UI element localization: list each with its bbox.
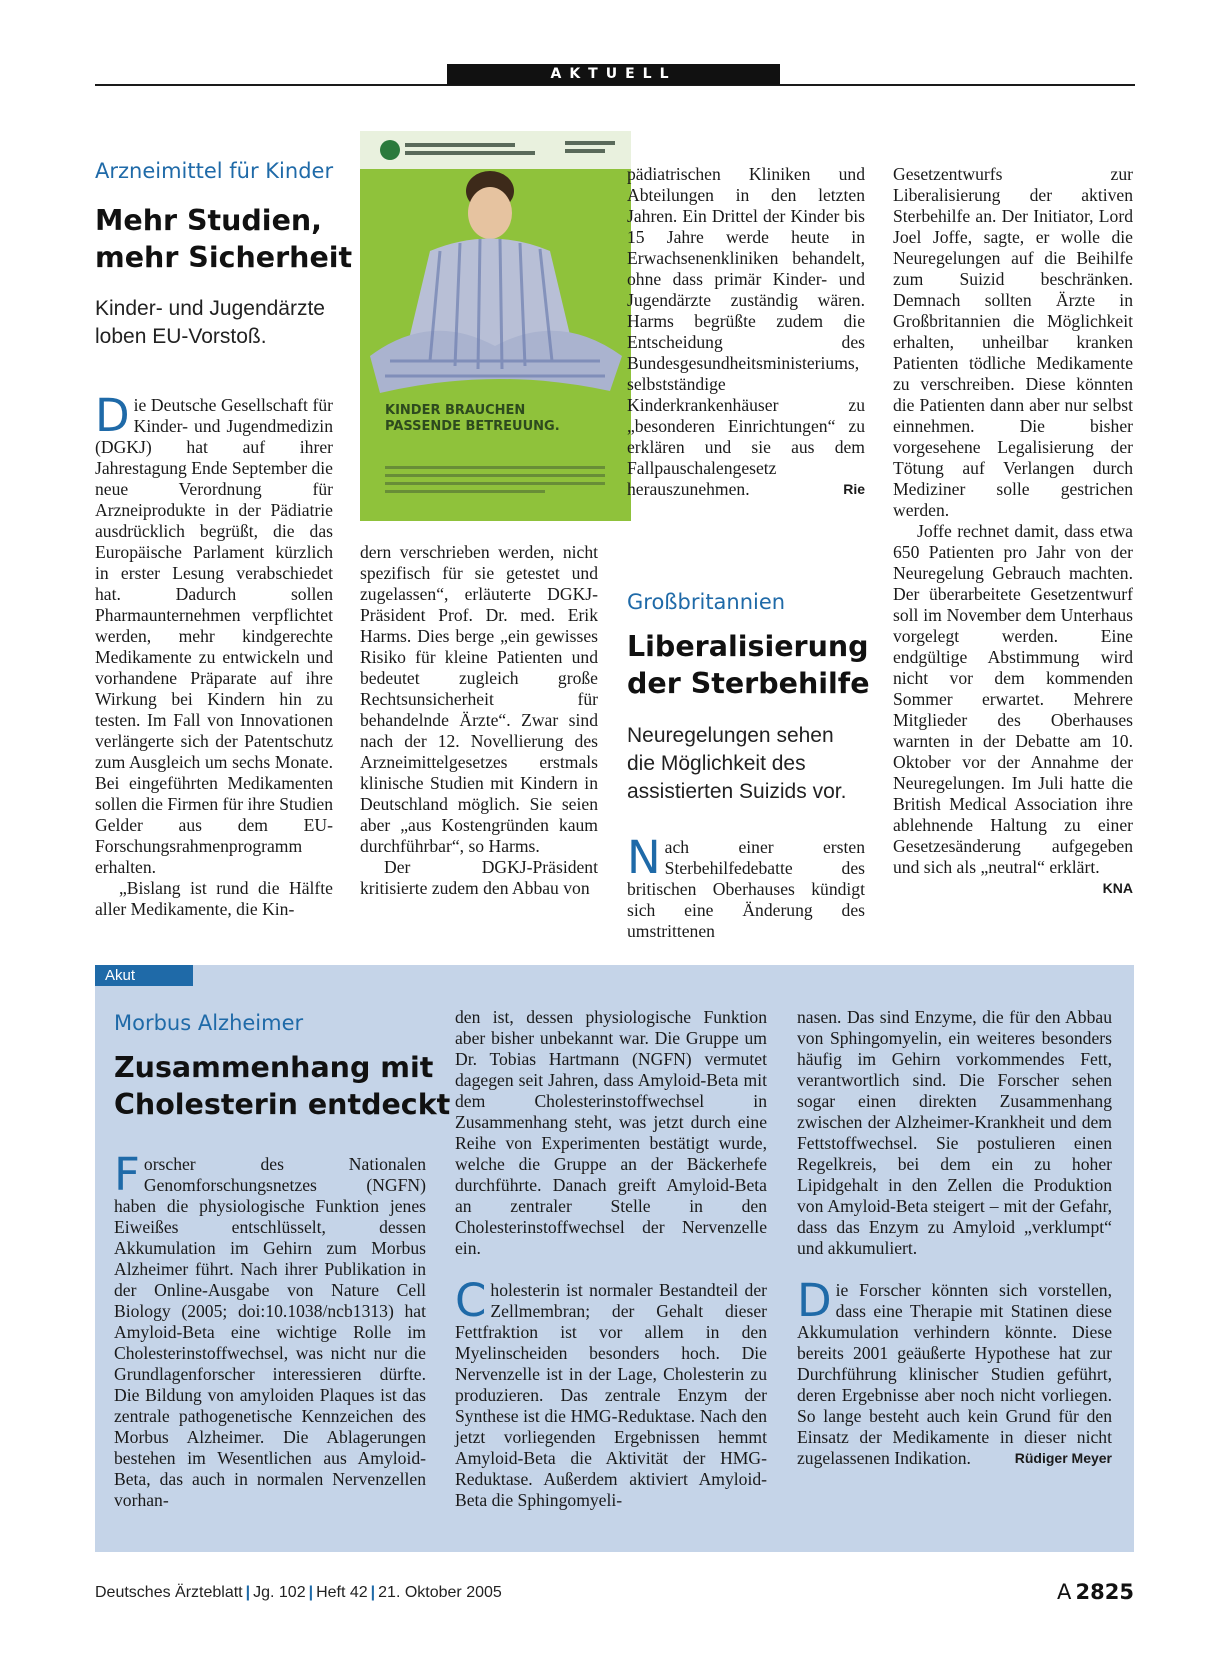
article1-headline — [95, 202, 352, 276]
akut-tag: Akut — [95, 965, 193, 986]
logo-icon — [380, 140, 400, 160]
paragraph-text: ie Forscher könnten sich vorstellen, dass eine Therapie mit Statinen diese Akkumulation verhindern könnte. Diese bereits 2001 geäußerte Hypothese hat zur Durchführung klinischer Studien geführt, deren Ergebnisse aber noch nicht vorliegen. So lange besteht auch kein Grund für den Einsatz der Medikamente in dieser nicht zugelassenen Indikation. — [797, 1280, 1112, 1468]
poster-text-line2: PASSENDE BETREUUNG. — [385, 419, 560, 434]
dropcap: C — [455, 1274, 487, 1327]
paragraph — [455, 1274, 767, 1511]
article3-signature: Rüdiger Meyer — [1014, 1450, 1112, 1466]
article3-headline-line1: Zusammenhang mit — [114, 1051, 434, 1084]
separator: | — [308, 1584, 314, 1601]
paragraph — [893, 521, 1133, 896]
paragraph-text: Joffe rechnet damit, dass etwa 650 Patienten pro Jahr von der Neuregelung Gebrauch machten. Der überarbeitete Gesetzentwurf soll im November dem Unterhaus vorgelegt werden. Eine endgültige Abstimmung wird nicht vor dem kommenden Sommer erwartet. Mehrere Mitglieder des Oberhauses warnten in der Debatte am 10. Oktober vor der Annahme der Neuregelungen. Im Juli hatte die British Medical Association ihre ablehnende Haltung zu einer Gesetzesänderung aufgegeben und sich als „neutral“ erklärt. — [893, 521, 1133, 877]
poster-image — [360, 131, 631, 521]
article3-headline-line2: Cholesterin entdeckt — [114, 1088, 451, 1121]
paragraph: dern verschrieben werden, nicht spezifisch für sie getestet und zugelassen“, erläuterte DGKJ-Präsident Prof. Dr. med. Erik Harms. Dies berge „ein gewisses Risiko für kleine Patienten und bedeutet zugleich große Rechtsunsicherheit für behandelnde Ärzte“. Zwar sind nach der 12. Novellierung des Arzneimittelgesetzes erstmals klinische Studien mit Kindern in Deutschland möglich. Sie seien aber „aus Kostengründen kaum durchführbar“, so Harms. — [360, 542, 598, 856]
article2-deck: Neuregelungen sehen die Möglichkeit des assistierten Suizids vor. — [627, 724, 847, 803]
paragraph: den ist, dessen physiologische Funktion aber bisher unbekannt war. Die Gruppe um Dr. Tobias Hartmann (NGFN) vermutet dagegen seit Jahren, dass Amyloid-Beta mit dem Cholesterinstoffwechsel in Zusammenhang steht, was jetzt durch eine Reihe von Experimenten bestätigt wurde, welche die Gruppe an der Bäckerhefe durchführte. Danach greift Amyloid-Beta an zentraler Stelle in den Cholesterinstoffwechsel der Nervenzelle ein. — [455, 1007, 767, 1258]
article1-kicker: Arzneimittel für Kinder — [95, 159, 334, 183]
article3-column-1 — [114, 1148, 426, 1511]
paragraph — [627, 164, 865, 500]
article2-headline-line2: der Sterbehilfe — [627, 667, 870, 700]
article1-headline-line1: Mehr Studien, — [95, 204, 323, 237]
article2-kicker: Großbritannien — [627, 590, 786, 614]
page-number-value: 2825 — [1075, 1580, 1134, 1604]
article3-headline — [114, 1049, 450, 1123]
article3-lead-paragraph — [114, 1148, 426, 1511]
paragraph: nasen. Das sind Enzyme, die für den Abbau von Sphingomyelin, ein weiteres besonders häufig im Gehirn vorkommendes Fett, verantwortlich sind. Die Forscher sehen sogar einen direkten Zusammenhang zwischen der Alzheimer-Krankheit und dem Fettstoffwechsel. Sie postulieren einen Regelkreis, bei dem ein zu hoher Lipidgehalt in den Zellen die Produktion von Amyloid-Beta steigert – mit der Gefahr, dass das Enzym zu Amyloid „verklumpt“ und akkumuliert. — [797, 1007, 1112, 1258]
paragraph: Gesetzentwurfs zur Liberalisierung der aktiven Sterbehilfe an. Der Initiator, Lord Joel Joffe, sagte, er wolle die Neuregelungen auf die Beihilfe zum Suizid beschränken. Demnach sollten Ärzte in Großbritannien die Möglichkeit erhalten, unheilbar kranken Patienten tödliche Medikamente zu verschreiben. Diese könnten die Patienten dann aber nur selbst einnehmen. Die bisher vorgesehene Legalisierung der Tötung auf Verlangen durch Mediziner solle gestrichen werden. — [893, 164, 1133, 520]
paragraph: „Bislang ist rund die Hälfte aller Medikamente, die Kin- — [95, 878, 333, 919]
section-label: AKTUELL — [447, 64, 780, 85]
paragraph-text: ie Deutsche Gesellschaft für Kinder- und Jugendmedizin (DGKJ) hat auf ihrer Jahrestagung Ende September die neue Verordnung für Arzneiprodukte in der Pädiatrie ausdrücklich begrüßt, die das Europäische Parlament kürzlich in erster Lesung verabschiedet hat. Dadurch sollen Pharmaunternehmen verpflichtet werden, mehr kindgerechte Medikamente zu entwickeln und vorhandene Präparate auf ihre Wirkung bei Kindern hin zu testen. Im Fall von Innovationen verlängerte sich der Patentschutz zum Ausgleich um sechs Monate. Bei eingeführten Medikamenten sollen die Firmen für ihre Studien Gelder aus dem EU-Forschungsrahmenprogramm erhalten. — [95, 395, 333, 877]
dropcap: D — [95, 389, 130, 442]
article2-lead-paragraph — [627, 831, 865, 942]
dropcap: F — [114, 1148, 140, 1201]
article3-kicker: Morbus Alzheimer — [114, 1011, 304, 1035]
separator: | — [245, 1584, 251, 1601]
journal-name: Deutsches Ärzteblatt — [95, 1584, 243, 1601]
article1-column-2 — [360, 542, 598, 899]
article1-lead-paragraph — [95, 389, 333, 878]
article1-column-3 — [627, 164, 865, 500]
volume: Jg. 102 — [253, 1584, 306, 1601]
paragraph-text: holesterin ist normaler Bestandteil der Zellmembran; der Gehalt dieser Fettfraktion ist vor allem in den Myelinscheiden besonders hoch. Die Nervenzelle ist in der Lage, Cholesterin zu produzieren. Das zentrale Enzym der Synthese ist die HMG-Reduktase. Nach den jetzt vorliegenden Ergebnissen hemmt Amyloid-Beta die Aktivität der HMG-Reduktase. Außerdem aktiviert Amyloid-Beta die Sphingomyeli- — [455, 1280, 767, 1510]
article3-column-2 — [455, 1007, 767, 1511]
article1-signature: Rie — [843, 481, 865, 497]
article2-column-1 — [627, 831, 865, 942]
article2-headline-line1: Liberalisierung — [627, 630, 869, 663]
paragraph-text: ach einer ersten Sterbehilfedebatte des britischen Oberhauses kündigt sich eine Änderung des umstrittenen — [627, 837, 865, 941]
page-footer — [95, 1584, 502, 1602]
dropcap: D — [797, 1274, 832, 1327]
paragraph — [797, 1274, 1112, 1469]
page-prefix: A — [1056, 1580, 1072, 1604]
article1-deck: Kinder- und Jugendärzte loben EU-Vorstoß. — [95, 297, 325, 348]
separator: | — [370, 1584, 376, 1601]
article1-headline-line2: mehr Sicherheit — [95, 241, 353, 274]
paragraph: Der DGKJ-Präsident kritisierte zudem den Abbau von — [360, 857, 598, 898]
article2-headline — [627, 628, 870, 702]
dropcap: N — [627, 831, 661, 884]
issue: Heft 42 — [316, 1584, 368, 1601]
article3-column-3 — [797, 1007, 1112, 1469]
article2-column-2 — [893, 164, 1133, 899]
paragraph-text: pädiatrischen Kliniken und Abteilungen in den letzten Jahren. Ein Drittel der Kinder bis 15 Jahre werde heute in Erwachsenenkliniken behandelt, ohne dass primär Kinder- und Jugendärzte zuständig wären. Harms begrüßte zudem die Entscheidung des Bundesgesundheitsministeriums, selbstständige Kinderkrankenhäuser zu „besonderen Einrichtungen“ zu erklären und sie aus dem Fallpauschalengesetz herauszunehmen. — [627, 164, 865, 499]
page-number — [1057, 1580, 1134, 1604]
poster-text-line1: KINDER BRAUCHEN — [385, 403, 526, 418]
article1-column-1 — [95, 389, 333, 920]
issue-date: 21. Oktober 2005 — [378, 1584, 502, 1601]
paragraph-text: orscher des Nationalen Genomforschungsnetzes (NGFN) haben die physiologische Funktion jenes Eiweißes entschlüsselt, dessen Akkumulation im Gehirn zum Morbus Alzheimer führt. Nach ihrer Publikation in der Online-Ausgabe von Nature Cell Biology (2005; doi:10.1038/ncb1313) hat Amyloid-Beta eine wichtige Rolle im Cholesterinstoffwechsel, was nicht nur die Grundlagenforscher interessieren dürfte. Die Bildung von amyloiden Plaques ist das zentrale pathogenetische Kennzeichen des Morbus Alzheimer. Die Ablagerungen bestehen im Wesentlichen aus Amyloid-Beta, das auch in normalen Nervenzellen vorhan- — [114, 1154, 426, 1510]
article2-signature: KNA — [1102, 880, 1133, 896]
